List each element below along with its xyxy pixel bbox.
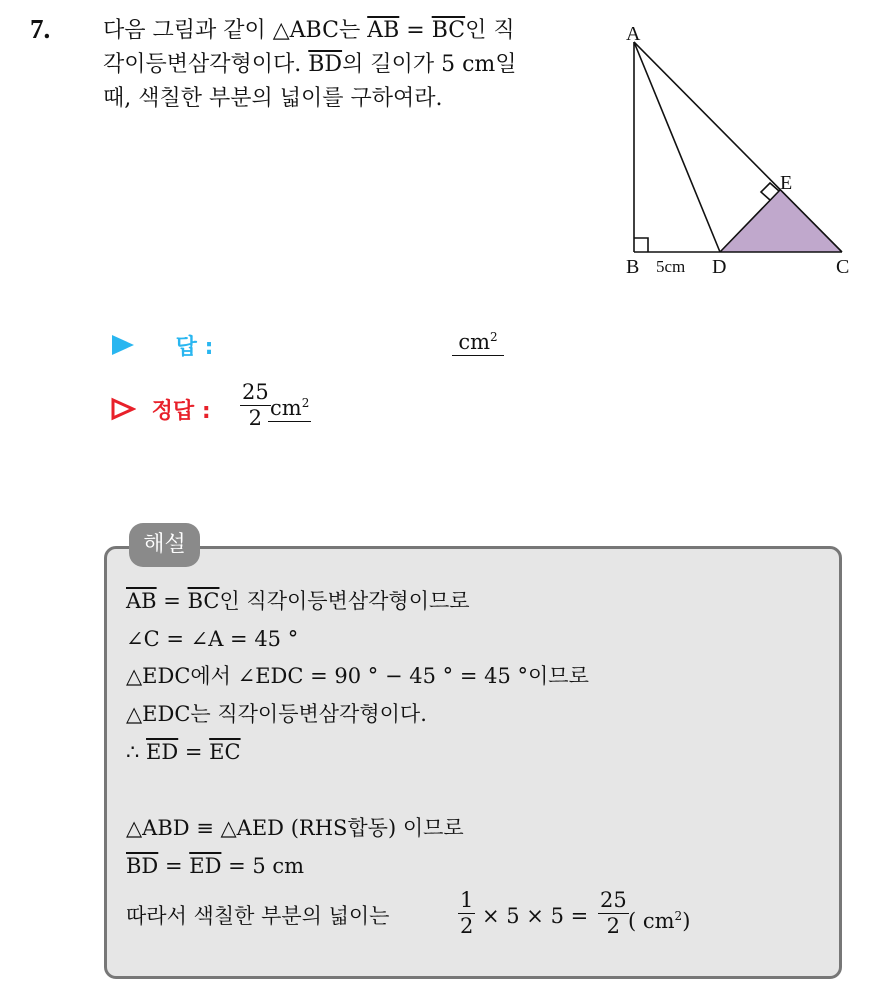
triangle-figure [612,20,857,280]
question-line-3: 때, 색칠한 부분의 넓이를 구하여라. [103,86,443,111]
correct-answer-fraction [240,380,271,430]
solution-line-5: ∴ $\overline{ED} = \overline{EC}$ [126,740,241,764]
question-line-1: 다음 그림과 같이 △ABC는 $\overline{AB} = \overline{BC}$인 직 [103,18,515,43]
correct-answer-unit: $cm^2$ [270,396,310,420]
solution-line-8: 따라서 색칠한 부분의 넓이는 [126,904,390,928]
segment-bc: $\overline{BC}$ [431,18,466,43]
correct-answer-row [110,394,211,425]
solution-fraction-half: $\frac{1}{2}$ [460,888,474,938]
question-text [103,14,603,116]
solution-fraction-result: $\frac{25}{2}$ [600,888,627,938]
label-e: E [780,172,793,194]
solution-line-7: $\overline{BD} = \overline{ED} = 5$ cm [126,854,305,878]
label-c: C [836,256,850,278]
right-angle-mark-b [634,238,648,252]
fraction-denominator: 2 [248,406,263,430]
solution-line-6: △ABD ≡ △AED (RHS합동) 이므로 [126,816,464,840]
label-b: B [626,256,640,278]
fraction-numerator: 25 [242,380,269,404]
segment-bd: $\overline{BD}$ [308,52,343,77]
solution-line-2: ∠C = ∠A = 45 ° [126,627,299,651]
answer-unit: $cm^2$ [452,330,504,356]
solution-line-3: △EDC에서 ∠EDC = 90 ° − 45 ° = 45 °이므로 [126,664,589,688]
answer-row [110,330,213,361]
shaded-triangle-edc [720,190,842,252]
bd-length-label: 5cm [656,257,686,276]
solution-line-8-mid: × 5 × 5 = [482,904,589,928]
segment-ab: $\overline{AB}$ [367,18,400,43]
play-triangle-filled-icon [110,333,136,357]
label-d: D [712,256,727,278]
solution-line-1: $\overline{AB} = \overline{BC}$인 직각이등변삼각형이므로 [126,589,470,613]
segment-ad [634,42,720,252]
answer-label: 답 : [175,335,214,360]
question-line-2: 각이등변삼각형이다. $\overline{BD}$의 길이가 5 cm일 [103,52,517,77]
solution-line-4: △EDC는 직각이등변삼각형이다. [126,702,427,726]
play-triangle-outline-icon [110,397,136,421]
solution-title-tab: 해설 [129,523,200,567]
question-number: 7. [30,14,51,44]
correct-answer-label: 정답 : [151,399,211,424]
label-a: A [626,23,641,45]
side-ac [634,42,842,252]
solution-unit: ( $cm^2$) [628,909,691,933]
